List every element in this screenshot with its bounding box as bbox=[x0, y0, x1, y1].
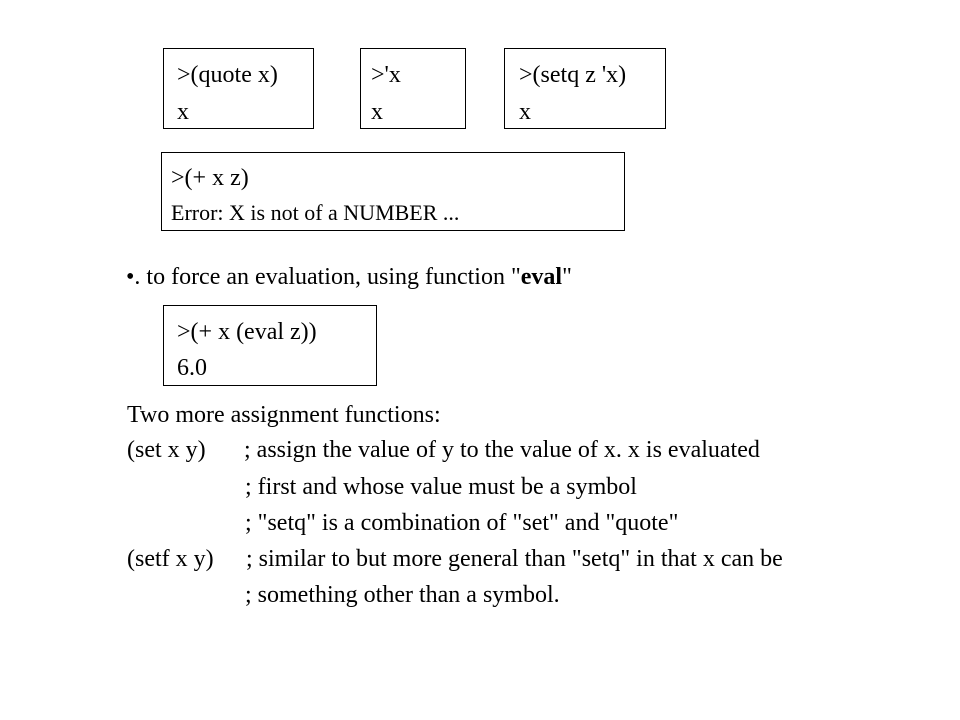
section-heading: Two more assignment functions: bbox=[127, 402, 441, 428]
repl-output: x bbox=[177, 99, 189, 125]
repl-input: >'x bbox=[371, 62, 401, 88]
repl-input: >(quote x) bbox=[177, 62, 278, 88]
bullet-marker: • bbox=[126, 264, 135, 290]
setf-comment: ; similar to but more general than "setq" in that x can be bbox=[240, 546, 783, 572]
bullet-text: . to force an evaluation, using function " bbox=[134, 264, 521, 290]
setf-code: (setf x y) bbox=[127, 546, 214, 572]
repl-input: >(setq z 'x) bbox=[519, 62, 627, 88]
setf-comment-2: ; something other than a symbol. bbox=[245, 582, 560, 608]
repl-box-quote-shorthand bbox=[360, 48, 466, 129]
set-comment-3: ; "setq" is a combination of "set" and "quote" bbox=[245, 510, 679, 536]
repl-box-quote bbox=[163, 48, 314, 129]
repl-error-output: Error: X is not of a NUMBER ... bbox=[171, 200, 460, 225]
bullet-text-end: " bbox=[562, 264, 572, 290]
repl-input: >(+ x (eval z)) bbox=[177, 319, 317, 345]
set-comment: ; assign the value of y to the value of x. x is evaluated bbox=[244, 437, 760, 463]
set-comment-2: ; first and whose value must be a symbol bbox=[245, 474, 637, 500]
repl-box-setq bbox=[504, 48, 666, 129]
repl-box-add-error bbox=[161, 152, 625, 231]
repl-output: x bbox=[371, 99, 383, 125]
repl-box-eval bbox=[163, 305, 377, 386]
eval-bullet bbox=[126, 265, 572, 289]
set-code: (set x y) bbox=[127, 437, 206, 463]
eval-keyword: eval bbox=[520, 264, 563, 290]
repl-output: x bbox=[519, 99, 531, 125]
repl-output: 6.0 bbox=[177, 355, 207, 381]
repl-input: >(+ x z) bbox=[171, 165, 249, 191]
